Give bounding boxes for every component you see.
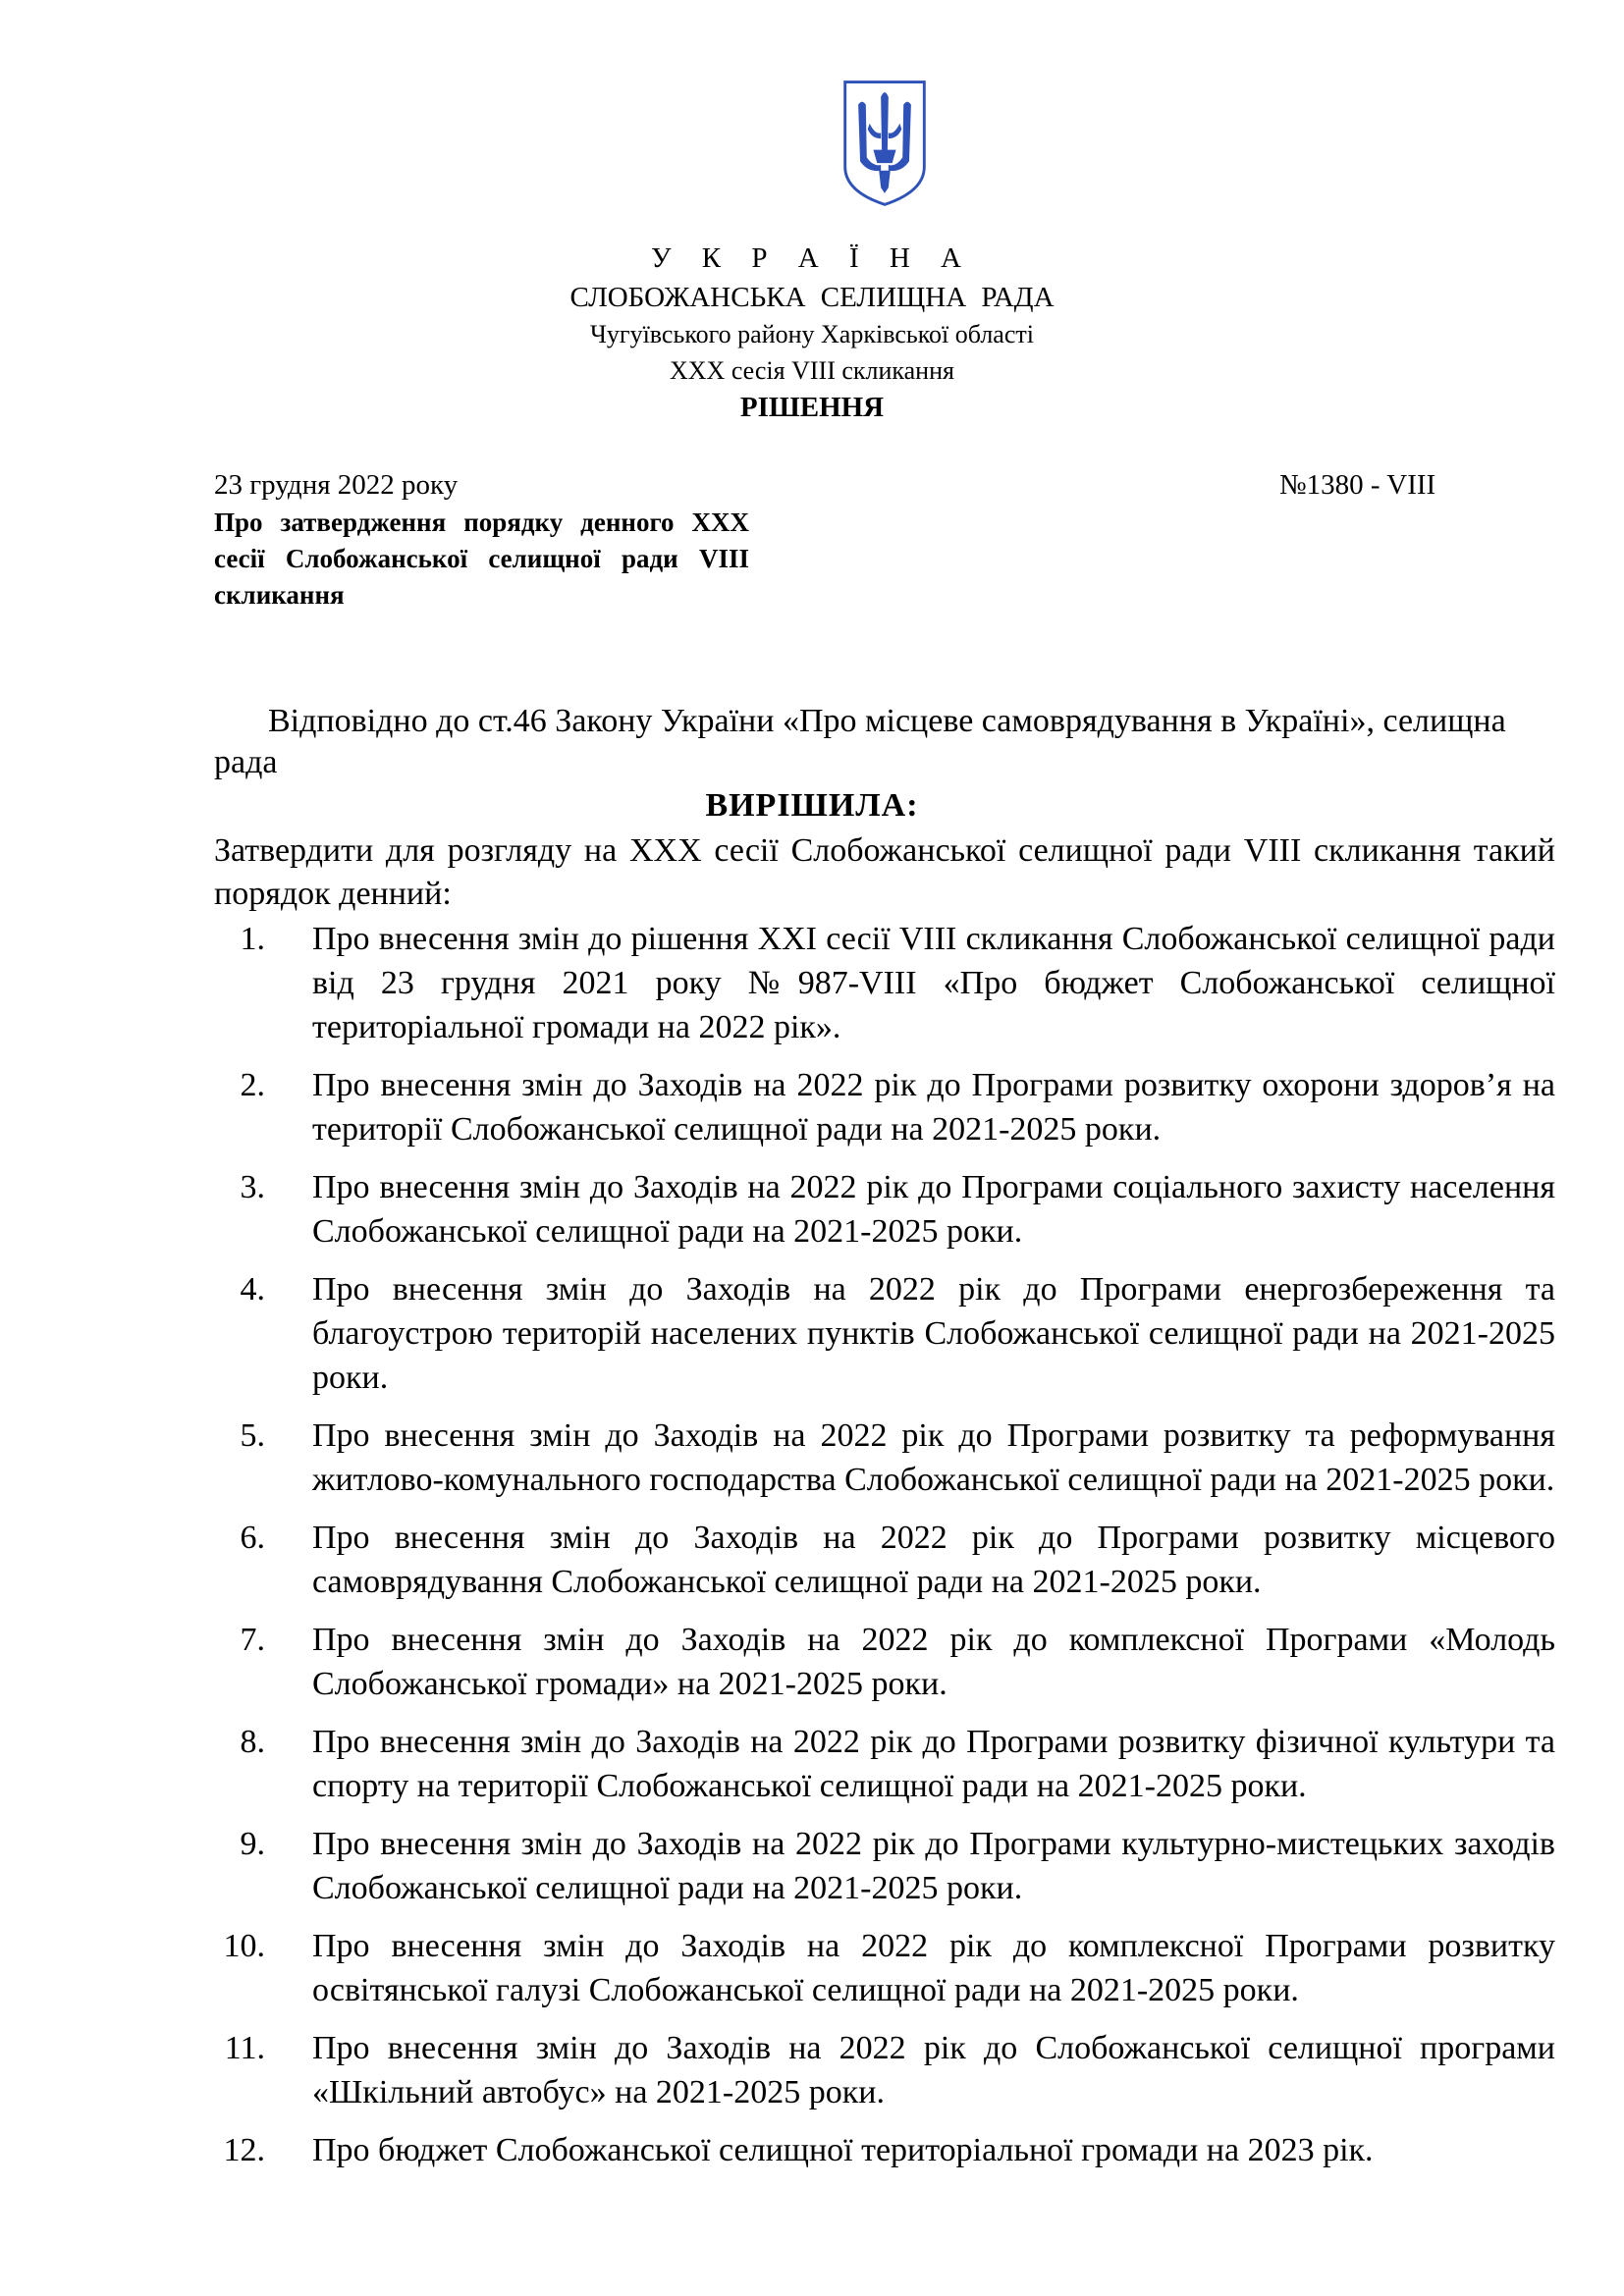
session-name: ХХХ сесія VIІI скликання bbox=[670, 356, 954, 385]
country-name: У К Р А Ї Н А bbox=[651, 242, 973, 274]
agenda-item-number: 10. bbox=[223, 1928, 265, 1964]
council-heading bbox=[0, 281, 1624, 315]
council-name: СЛОБОЖАНСЬКА СЕЛИЩНА РАДА bbox=[569, 282, 1055, 313]
session-heading bbox=[0, 355, 1624, 386]
agenda-item-text: Про внесення змін до Заходів на 2022 рік до Програми розвитку місцевого самоврядування Слобожанської селищної ради на 2021-2025 роки. bbox=[312, 1520, 1555, 1600]
decision-date: 23 грудня 2022 року bbox=[214, 469, 459, 501]
agenda-list bbox=[214, 917, 1555, 2186]
district-heading bbox=[0, 319, 1624, 349]
agenda-item-number: 9. bbox=[240, 1826, 265, 1862]
agenda-item-text: Про внесення змін до Заходів на 2022 рік до комплексної Програми розвитку освітянської галузі Слобожанської селищної ради на 2021-2025 роки. bbox=[312, 1928, 1555, 2008]
district-name: Чугуївського району Харківської області bbox=[590, 320, 1034, 348]
agenda-item-text: Про внесення змін до Заходів на 2022 рік до Програми розвитку фізичної культури та спорту на території Слобожанської селищної ради на 2021-2025 роки. bbox=[312, 1724, 1555, 1804]
agenda-item-number: 3. bbox=[240, 1169, 265, 1205]
agenda-item-number: 11. bbox=[224, 2030, 265, 2066]
agenda-item bbox=[214, 1924, 1555, 2012]
agenda-item bbox=[214, 2128, 1555, 2172]
intro-paragraph: Затвердити для розгляду на ХХХ сесії Слобожанської селищної ради VIII скликання такий порядок денний: bbox=[214, 832, 1555, 912]
agenda-item-number: 5. bbox=[240, 1417, 265, 1454]
agenda-item-text: Про внесення змін до Заходів на 2022 рік до Слобожанської селищної програми «Шкільний автобус» на 2021-2025 роки. bbox=[312, 2030, 1555, 2110]
country-heading bbox=[0, 241, 1624, 276]
decision-number: №1380 - VIII bbox=[1279, 469, 1436, 501]
resolved-heading: ВИРІШИЛА: bbox=[705, 787, 919, 824]
agenda-item-text: Про бюджет Слобожанської селищної територіальної громади на 2023 рік. bbox=[312, 2132, 1374, 2168]
agenda-item-text: Про внесення змін до Заходів на 2022 рік до Програми розвитку охорони здоров’я на території Слобожанської селищної ради на 2021-2025 роки. bbox=[312, 1067, 1555, 1148]
agenda-item-text: Про внесення змін до рішення ХХІ сесії VIII скликання Слобожанської селищної ради від 23 грудня 2021 року №987-VIII «Про бюджет Слобожанської селищної територіальної громади на 2022 рік». bbox=[312, 921, 1555, 1045]
agenda-item bbox=[214, 1720, 1555, 1808]
agenda-item bbox=[214, 1414, 1555, 1502]
agenda-item-number: 2. bbox=[240, 1067, 265, 1103]
agenda-item bbox=[214, 1822, 1555, 1910]
decision-heading bbox=[0, 391, 1624, 425]
agenda-item-text: Про внесення змін до Заходів на 2022 рік до Програми соціального захисту населення Слобожанської селищної ради на 2021-2025 роки. bbox=[312, 1169, 1555, 1250]
decision-title: РІШЕННЯ bbox=[739, 392, 885, 423]
decision-subject: Про затвердження порядку денного ХХХ сесії Слобожанської селищної ради VIІI скликання bbox=[214, 507, 749, 610]
agenda-item bbox=[214, 1516, 1555, 1604]
agenda-item bbox=[214, 1618, 1555, 1706]
agenda-item bbox=[214, 1165, 1555, 1254]
agenda-item-number: 4. bbox=[240, 1271, 265, 1308]
agenda-item-number: 1. bbox=[240, 921, 265, 957]
agenda-item-text: Про внесення змін до Заходів на 2022 рік до Програми енергозбереження та благоустрою територій населених пунктів Слобожанської селищної ради на 2021-2025 роки. bbox=[312, 1271, 1555, 1396]
trident-coat-of-arms-icon bbox=[838, 75, 932, 210]
agenda-item bbox=[214, 1267, 1555, 1400]
agenda-item bbox=[214, 1063, 1555, 1151]
agenda-item-number: 8. bbox=[240, 1724, 265, 1760]
agenda-item bbox=[214, 917, 1555, 1049]
agenda-item bbox=[214, 2026, 1555, 2114]
agenda-item-text: Про внесення змін до Заходів на 2022 рік до Програми розвитку та реформування житлово-комунального господарства Слобожанської селищної ради на 2021-2025 роки. bbox=[312, 1417, 1555, 1498]
preamble-paragraph: Відповідно до ст.46 Закону України «Про місцеве самоврядування в Україні», селищна рада bbox=[214, 703, 1506, 780]
agenda-item-text: Про внесення змін до Заходів на 2022 рік до комплексної Програми «Молодь Слобожанської громади» на 2021-2025 роки. bbox=[312, 1622, 1555, 1702]
agenda-item-text: Про внесення змін до Заходів на 2022 рік до Програми культурно-мистецьких заходів Слобожанської селищної ради на 2021-2025 роки. bbox=[312, 1826, 1555, 1906]
agenda-item-number: 6. bbox=[240, 1520, 265, 1556]
agenda-item-number: 12. bbox=[223, 2132, 265, 2168]
agenda-item-number: 7. bbox=[240, 1622, 265, 1658]
